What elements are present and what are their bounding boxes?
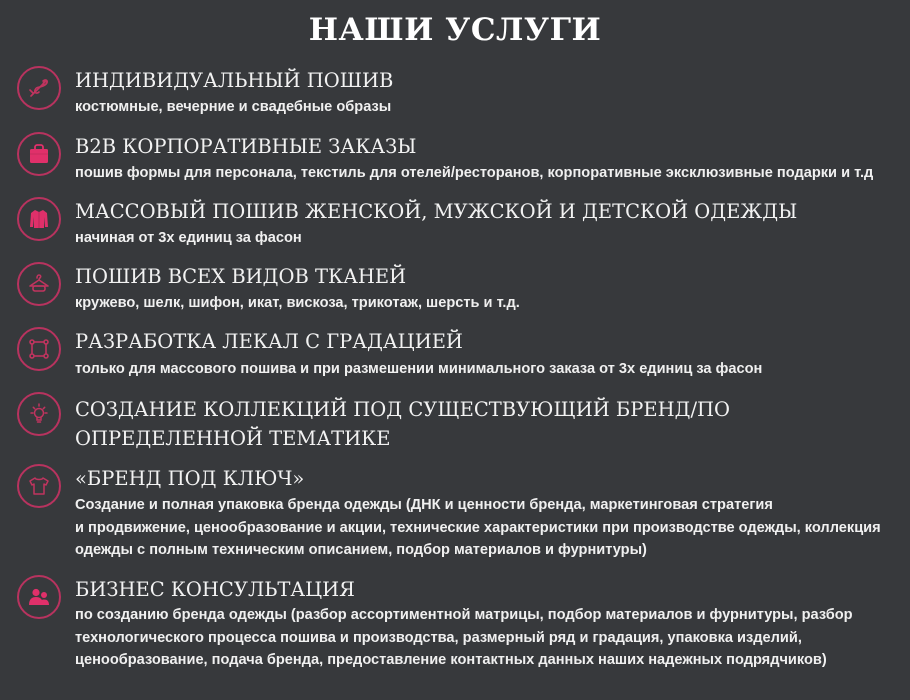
hanger-icon <box>17 262 61 306</box>
lightbulb-icon <box>17 392 61 436</box>
service-description-line: технологического процесса пошива и производства, размерный ряд и градация, упаковка изделий, <box>75 629 802 646</box>
briefcase-icon <box>17 132 61 176</box>
page-title: НАШИ УСЛУГИ <box>308 12 602 48</box>
service-title: БИЗНЕС КОНСУЛЬТАЦИЯ <box>75 578 355 601</box>
needle-thread-icon <box>17 66 61 110</box>
service-title: СОЗДАНИЕ КОЛЛЕКЦИЙ ПОД СУЩЕСТВУЮЩИЙ БРЕНД/ПО ОПРЕДЕЛЕННОЙ ТЕМАТИКЕ <box>75 398 731 450</box>
service-description: костюмные, вечерние и свадебные образы <box>75 99 392 115</box>
service-title: МАССОВЫЙ ПОШИВ ЖЕНСКОЙ, МУЖСКОЙ И ДЕТСКОЙ ОДЕЖДЫ <box>75 200 798 223</box>
service-description-line: одежды с полным техническим описанием, подбор материалов и фурнитуры) <box>75 542 647 558</box>
service-title: «БРЕНД ПОД КЛЮЧ» <box>75 467 305 490</box>
users-icon <box>17 575 61 619</box>
service-description: только для массового пошива и при размешении минимального заказа от 3х единиц за фасон <box>75 361 763 377</box>
jacket-icon <box>17 197 61 241</box>
service-title: B2B КОРПОРАТИВНЫЕ ЗАКАЗЫ <box>75 135 417 158</box>
service-description: начиная от 3х единиц за фасон <box>75 230 302 246</box>
service-description: пошив формы для персонала, текстиль для отелей/ресторанов, корпоративные эксклюзивные подарки и т.д <box>75 165 874 181</box>
service-title: ИНДИВИДУАЛЬНЫЙ ПОШИВ <box>75 69 394 92</box>
tshirt-icon <box>17 464 61 508</box>
service-description-line: Создание и полная упаковка бренда одежды (ДНК и ценности бренда, маркетинговая стратегия <box>75 497 773 513</box>
service-title: ПОШИВ ВСЕХ ВИДОВ ТКАНЕЙ <box>75 265 407 288</box>
pattern-frame-icon <box>17 327 61 371</box>
service-description-line: по созданию бренда одежды (разбор ассортиментной матрицы, подбор материалов и фурнитуры, разбор <box>75 607 853 623</box>
service-description-line: и продвижение, ценообразование и акции, технические характеристики при производстве одежды, коллекция <box>75 519 881 536</box>
service-description: кружево, шелк, шифон, икат, вискоза, трикотаж, шерсть и т.д. <box>75 295 520 311</box>
service-title: РАЗРАБОТКА ЛЕКАЛ С ГРАДАЦИЕЙ <box>75 330 463 353</box>
service-description-line: ценообразование, подача бренда, предоставление контактных данных наших надежных подрядчиков) <box>75 652 827 668</box>
